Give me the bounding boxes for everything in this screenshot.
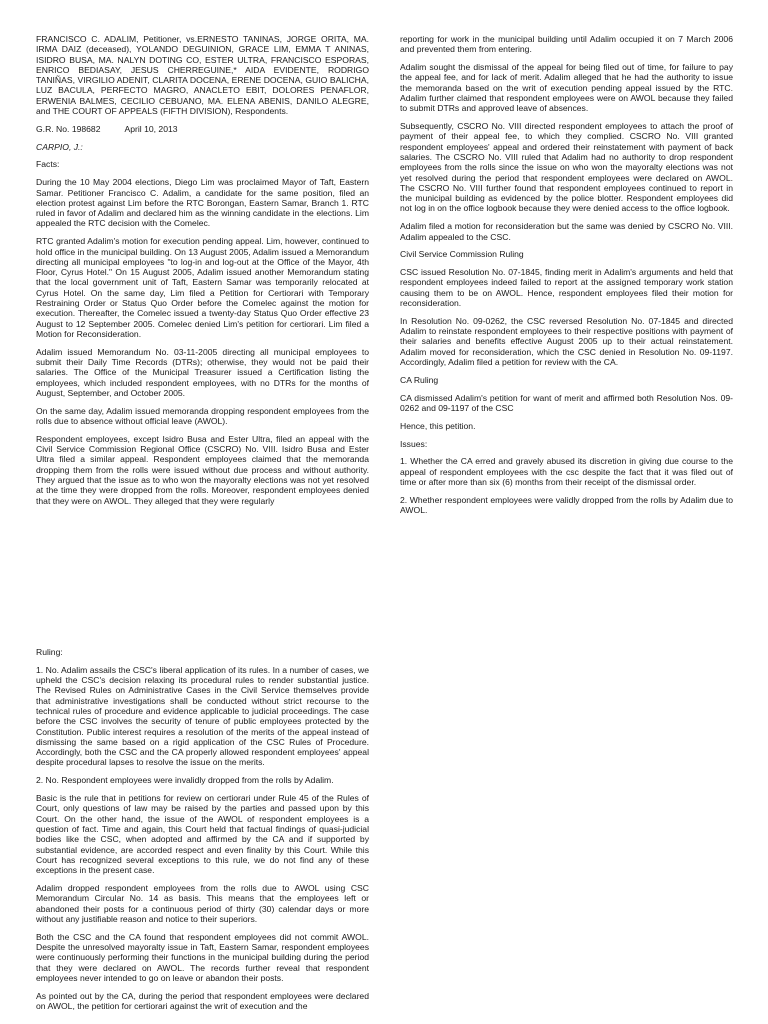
decision-date: April 10, 2013	[124, 123, 178, 134]
paragraph: CA dismissed Adalim's petition for want of merit and affirmed both Resolution Nos. 09-0262 and 09-1197 of the CSC	[400, 392, 733, 413]
paragraph: Both the CSC and the CA found that respondent employees did not commit AWOL. Despite the unresolved mayoralty issue in Taft, Eastern Samar, respondent employees were continuously performing their functions in the municipal building during the period that they were declared on AWOL. The records further reveal that respondent employees never intended to go on leave or abandon their posts.	[36, 931, 369, 983]
paragraph: Hence, this petition.	[400, 420, 476, 431]
issue-item: 2. Whether respondent employees were validly dropped from the rolls by Adalim due to AWOL.	[400, 494, 733, 515]
case-number-row	[36, 124, 369, 134]
bottom-left-column	[36, 647, 369, 1019]
left-column	[36, 34, 369, 513]
paragraph: Adalim sought the dismissal of the appeal for being filed out of time, for failure to pay the appeal fee, and for lack of merit. Adalim alleged that he had the authority to issue the memoranda based on the writ of execution pending appeal issued by the RTC. Adalim further claimed that respondent employees were on AWOL because they failed to submit DTRs and approved leave of absences.	[400, 62, 733, 114]
paragraph: Adalim issued Memorandum No. 03-11-2005 directing all municipal employees to submit their Daily Time Records (DTRs); otherwise, they would not be paid their salaries. The Office of the Municipal Treasurer issued a Certification listing the employees, which included respondent employees, with no DTRs for the months of August, September, and October 2005.	[36, 346, 369, 398]
paragraph: 2. No. Respondent employees were invalidly dropped from the rolls by Adalim.	[36, 775, 334, 786]
csc-ruling-heading: Civil Service Commission Ruling	[400, 249, 524, 260]
paragraph: Subsequently, CSCRO No. VIII directed respondent employees to attach the proof of payment of their appeal fee, to which they complied. CSCRO No. VIII granted respondent employees' appeal and ordered their reinstatement with payment of back salaries. The CSCRO No. VIII ruled that Adalim had no authority to drop respondent employees from the rolls since the issue on who won the mayoralty elections was not yet resolved during the period that respondent employees were declared on AWOL. The CSCRO No. VIII further found that respondent employees continued to report in the municipal building as evidenced by the police blotter. Respondent employees did not log in on the office logbook because they were denied access to the office logbook.	[400, 121, 733, 214]
right-column	[400, 34, 733, 523]
paragraph: Respondent employees, except Isidro Busa and Ester Ultra, filed an appeal with the Civil Service Commission Regional Office (CSCRO) No. VIII. Isidro Busa and Ester Ultra filed a similar appeal. Respondent employees claimed that the memoranda dropping them from the rolls were issued without due process and without authority. They argued that the issue as to who won the mayoralty elections was not yet resolved at the time they were dropped from the rolls. Moreover, respondent employees denied that they were on AWOL. They alleged that they were regularly	[36, 433, 369, 506]
ca-ruling-heading: CA Ruling	[400, 374, 439, 385]
issue-item: 1. Whether the CA erred and gravely abused its discretion in giving due course to the appeal of respondent employees with the csc despite the fact that it was filed out of time or after more than six (6) months from their receipt of the dismissal order.	[400, 456, 733, 487]
case-caption: FRANCISCO C. ADALIM, Petitioner, vs.ERNESTO TANINAS, JORGE ORITA, MA. IRMA DAIZ (deceased), YOLANDO DEGUINION, GRACE LIM, EMMA T ANINAS, ISIDRO BUSA, MA. NALYN DOTING CO, ESTER ULTRA, FRANCISCO ESPORAS, ENRICO BEDIASAY, JESUS CHERREGUINE,* AIDA EVIDENTE, RODRIGO TANIÑAS, VIRGILIO ADENIT, CLARITA DOCENA, ERENE DOCENA, GUIO BALICHA, LUZ BACULA, PERFECTO MAGRO, ANACLETO EBIT, DOLORES PENAFLOR, ERWENIA BALMES, CECILIO CEBUANO, MA. ELENA ABENIS, DANILO ALEGRE, and THE COURT OF APPEALS (FIFTH DIVISION), Respondents.	[36, 34, 369, 117]
paragraph: On the same day, Adalim issued memoranda dropping respondent employees from the rolls due to absence without official leave (AWOL).	[36, 405, 369, 426]
paragraph: RTC granted Adalim's motion for execution pending appeal. Lim, however, continued to hold office in the municipal building. On 13 August 2005, Adalim issued a Memorandum directing all municipal employees "to log-in and log-out at the Office of the Mayor, 4th Floor, Cyrus Hotel." On 15 August 2005, Adalim issued another Memorandum stating that the local government unit of Taft, Eastern Samar was temporarily relocated at Cyrus Hotel. On the same day, Lim filed a Petition for Certiorari with Temporary Restraining Order or Status Quo Order before the Comelec against the motion for execution. Thereafter, the Comelec issued a twenty-day Status Quo Order effective 23 August to 12 September 2005. Comelec denied Lim's petition for certiorari. Lim filed a Motion for Reconsideration.	[36, 236, 369, 339]
ponente: CARPIO, J.:	[36, 141, 83, 152]
gr-number: G.R. No. 198682	[36, 123, 101, 134]
paragraph: 1. No. Adalim assails the CSC's liberal application of its rules. In a number of cases, we upheld the CSC's decision relaxing its procedural rules to render substantial justice. The Revised Rules on Administrative Cases in the Civil Service themselves provide that administrative investigations shall be conducted without strict recourse to the technical rules of procedure and evidence applicable to judicial proceedings. The case before the CSC involves the security of tenure of public employees protected by the Constitution. Public interest requires a resolution of the merits of the appeal instead of dismissing the same based on a rigid application of the CSC Rules of Procedure. Accordingly, both the CSC and the CA properly allowed respondent employees' appeal despite procedural lapses to resolve the issue on the merits.	[36, 664, 369, 768]
paragraph: In Resolution No. 09-0262, the CSC reversed Resolution No. 07-1845 and directed Adalim to reinstate respondent employees to their respective positions with payment of their salaries and benefits effective August 2005 up to their actual reinstatement. Adalim moved for reconsideration, which the CSC denied in Resolution No. 09-1197. Accordingly, Adalim filed a petition for review with the CA.	[400, 315, 733, 368]
ruling-heading: Ruling:	[36, 647, 63, 657]
paragraph: During the 10 May 2004 elections, Diego Lim was proclaimed Mayor of Taft, Eastern Samar. Petitioner Francisco C. Adalim, a candidate for the same position, filed an election protest against Lim before the RTC Borongan, Eastern Samar, Branch 1. RTC ruled in favor of Adalim and declared him as the winning candidate in the elections. Lim appealed the RTC decision with the Comelec.	[36, 177, 369, 229]
paragraph: As pointed out by the CA, during the period that respondent employees were declared on AWOL, the petition for certiorari against the writ of execution and the	[36, 990, 369, 1011]
paragraph: CSC issued Resolution No. 07-1845, finding merit in Adalim's arguments and held that respondent employees indeed failed to report at the assigned temporary work station causing them to be on AWOL. Hence, respondent employees filed their motion for reconsideration.	[400, 267, 733, 309]
paragraph: Adalim filed a motion for reconsideration but the same was denied by CSCRO No. VIII. Adalim appealed to the CSC.	[400, 221, 733, 242]
issues-heading: Issues:	[400, 438, 428, 449]
facts-heading: Facts:	[36, 159, 60, 170]
paragraph: reporting for work in the municipal building until Adalim occupied it on 7 March 2006 and prevented them from entering.	[400, 34, 733, 55]
paragraph: Adalim dropped respondent employees from the rolls due to AWOL using CSC Memorandum Circular No. 14 as basis. This means that the employees left or abandoned their posts for a continuous period of thirty (30) calendar days or more without any justifiable reason and notice to their superiors.	[36, 882, 369, 924]
paragraph: Basic is the rule that in petitions for review on certiorari under Rule 45 of the Rules of Court, only questions of law may be raised by the parties and passed upon by this Court. On the other hand, the issue of the AWOL of respondent employees is a question of fact. Time and again, this Court held that factual findings of quasi-judicial bodies like the CSC, when adopted and affirmed by the CA and if supported by substantial evidence, are accorded respect and even finality by this Court. While this Court has recognized several exceptions to this rule, we do not find any of these exceptions in the present case.	[36, 793, 369, 876]
